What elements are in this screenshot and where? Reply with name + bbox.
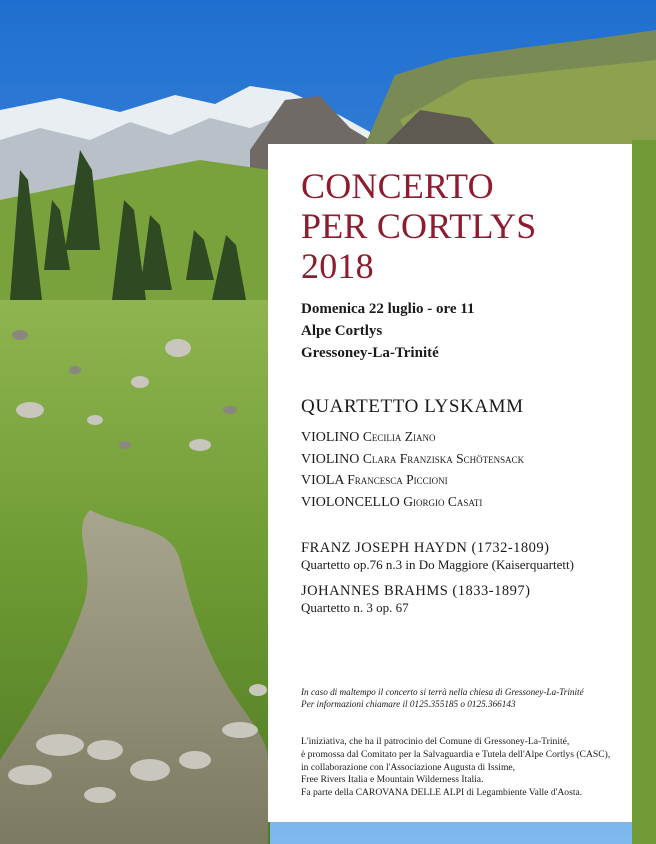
player-list (301, 427, 632, 513)
event-details (301, 298, 632, 364)
piece: Quartetto n. 3 op. 67 (301, 600, 409, 615)
player-row (301, 492, 632, 514)
note-line: In caso di maltempo il concerto si terrà nella chiesa di Gressoney-La-Trinité (301, 687, 584, 697)
ensemble-name: QUARTETTO LYSKAMM (301, 396, 524, 417)
credits (301, 736, 610, 800)
player-instrument: VIOLONCELLO (301, 494, 400, 510)
composer: JOHANNES BRAHMS (1833-1897) (301, 583, 531, 599)
player-name: Giorgio Casati (403, 493, 483, 509)
player-row (301, 470, 632, 492)
player-name: Cecilia Ziano (362, 429, 436, 444)
piece: Quartetto op.76 n.3 in Do Maggiore (Kaiserquartett) (301, 557, 574, 572)
program-item (301, 539, 632, 573)
player-instrument: VIOLINO (301, 430, 360, 445)
title-line-2: PER CORTLYS (301, 206, 537, 246)
concert-title (301, 166, 632, 286)
player-row (301, 449, 632, 471)
program-item (301, 582, 632, 616)
player-row (301, 427, 632, 449)
credit-line: Free Rivers Italia e Mountain Wilderness Italia. (301, 774, 484, 786)
concert-poster-panel (268, 144, 632, 822)
player-name: Francesca Piccioni (347, 472, 448, 487)
player-instrument: VIOLINO (301, 451, 360, 467)
event-town: Gressoney-La-Trinité (301, 345, 439, 361)
player-instrument: VIOLA (301, 473, 344, 488)
credit-line: in collaborazione con l'Associazione Augusta di Issime, (301, 761, 516, 773)
credit-line: Fa parte della CAROVANA DELLE ALPI di Legambiente Valle d'Aosta. (301, 787, 583, 799)
note-line: Per informazioni chiamare il 0125.355185 o 0125.366143 (301, 699, 516, 709)
credit-line: L'iniziativa, che ha il patrocinio del Comune di Gressoney-La-Trinité, (301, 736, 570, 747)
composer: FRANZ JOSEPH HAYDN (1732-1809) (301, 540, 550, 556)
title-line-3: 2018 (301, 246, 374, 286)
program-list (301, 539, 632, 616)
event-place: Alpe Cortlys (301, 323, 383, 339)
credit-line: è promossa dal Comitato per la Salvaguardia e Tutela dell'Alpe Cortlys (CASC), (301, 748, 611, 760)
weather-notes (301, 686, 584, 710)
title-line-1: CONCERTO (301, 166, 494, 206)
event-date: Domenica 22 luglio - ore 11 (301, 301, 475, 317)
player-name: Clara Franziska Schötensack (362, 450, 525, 466)
